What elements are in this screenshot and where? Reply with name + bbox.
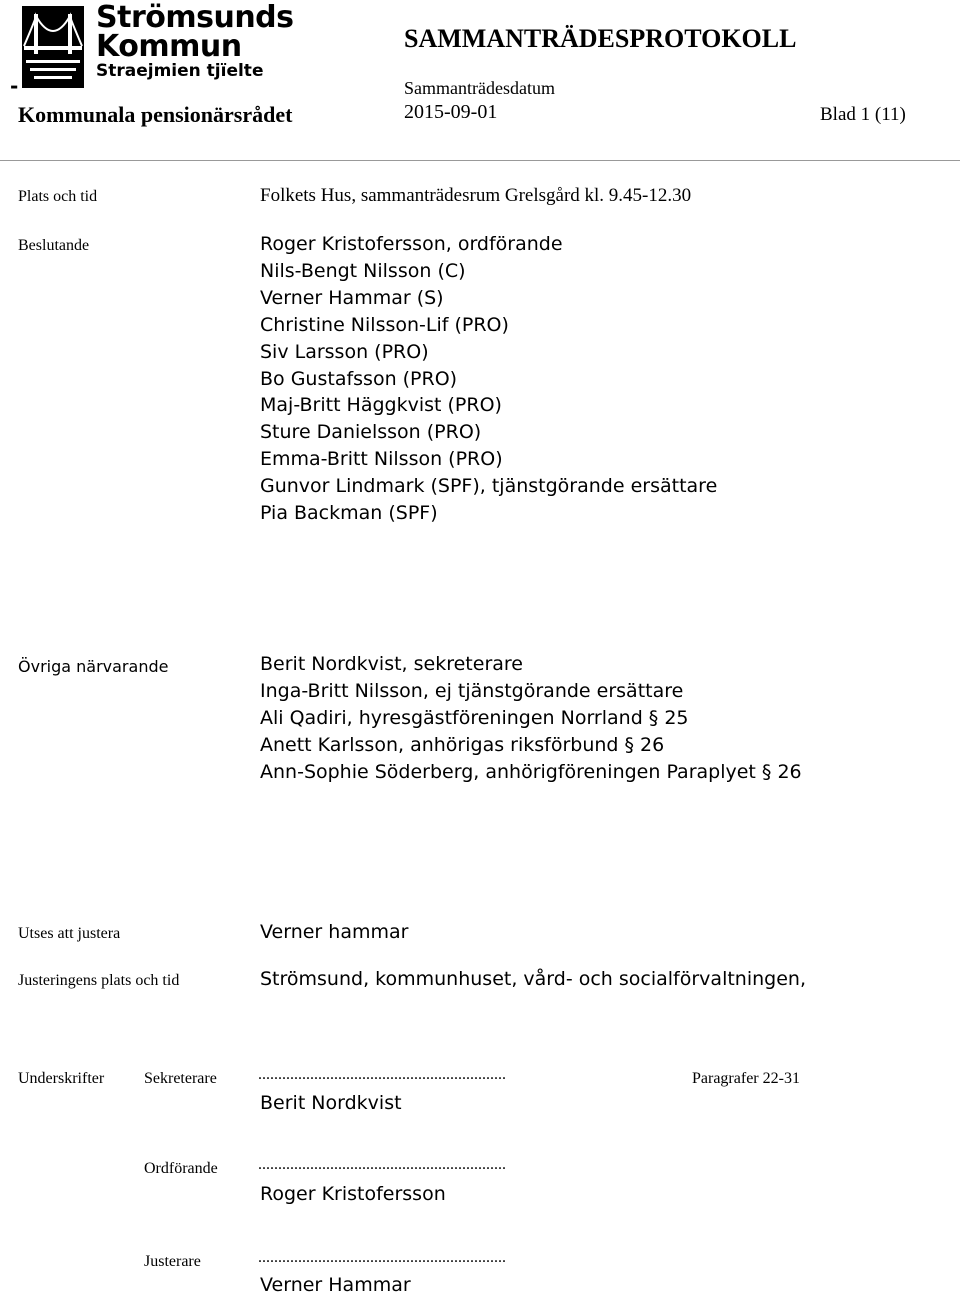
list-item: Anett Karlsson, anhörigas riksförbund § 26 (260, 733, 665, 756)
meeting-date: 2015-09-01 (404, 101, 498, 123)
adjuster-signature-line: .............................................................. (258, 1249, 506, 1266)
committee-name: Kommunala pensionärsrådet (18, 102, 293, 127)
adjuster-value: Verner hammar (260, 921, 409, 943)
list-item: Roger Kristofersson, ordförande (260, 233, 563, 255)
secretary-name: Berit Nordkvist (260, 1092, 402, 1114)
list-item: Ali Qadiri, hyresgästföreningen Norrland § 25 (260, 706, 689, 729)
adjuster-role: Justerare (144, 1253, 201, 1270)
header-divider (0, 160, 960, 161)
place-value: Folkets Hus, sammanträdesrum Grelsgård kl. 9.45-12.30 (260, 185, 692, 206)
list-item: Emma-Britt Nilsson (PRO) (260, 448, 503, 471)
signatures-label: Underskrifter (18, 1070, 105, 1087)
place-label: Plats och tid (18, 188, 98, 205)
others-list (260, 651, 802, 786)
adjust-place-label: Justeringens plats och tid (18, 972, 180, 989)
adjuster-label: Utses att justera (18, 925, 121, 942)
list-item: Ann-Sophie Söderberg, anhörigföreningen Paraplyet § 26 (260, 760, 802, 783)
chair-role: Ordförande (144, 1160, 218, 1177)
list-item: Nils-Bengt Nilsson (C) (260, 259, 466, 282)
secretary-role: Sekreterare (144, 1070, 217, 1087)
document-title: SAMMANTRÄDESPROTOKOLL (404, 24, 797, 53)
list-item: Gunvor Lindmark (SPF), tjänstgörande ersättare (260, 475, 718, 498)
list-item: Berit Nordkvist, sekreterare (260, 653, 523, 675)
chair-name: Roger Kristofersson (260, 1183, 446, 1205)
others-label: Övriga närvarande (18, 657, 169, 676)
paragraph-range: Paragrafer 22-31 (692, 1070, 800, 1087)
deciding-label: Beslutande (18, 237, 90, 254)
chair-signature-line: .............................................................. (258, 1156, 506, 1173)
adjuster-name: Verner Hammar (260, 1274, 411, 1296)
list-item: Sture Danielsson (PRO) (260, 421, 482, 444)
org-name-line2: Kommun (96, 29, 242, 64)
municipality-logo (22, 6, 84, 88)
org-name-line1: Strömsunds (96, 0, 294, 35)
list-item: Pia Backman (SPF) (260, 502, 438, 525)
list-item: Inga-Britt Nilsson, ej tjänstgörande ersättare (260, 679, 684, 702)
adjust-place-value: Strömsund, kommunhuset, vård- och socialförvaltningen, (260, 968, 806, 990)
list-item: Bo Gustafsson (PRO) (260, 367, 458, 390)
org-tagline: Straejmien tjïelte (96, 61, 264, 81)
header-dash: - (10, 74, 19, 98)
page-number: Blad 1 (11) (820, 104, 906, 125)
list-item: Christine Nilsson-Lif (PRO) (260, 313, 509, 336)
list-item: Verner Hammar (S) (260, 286, 444, 309)
list-item: Maj-Britt Häggkvist (PRO) (260, 394, 502, 417)
list-item: Siv Larsson (PRO) (260, 340, 429, 363)
deciding-list (260, 231, 717, 527)
date-label: Sammanträdesdatum (404, 78, 555, 98)
secretary-signature-line: .............................................................. (258, 1066, 506, 1083)
